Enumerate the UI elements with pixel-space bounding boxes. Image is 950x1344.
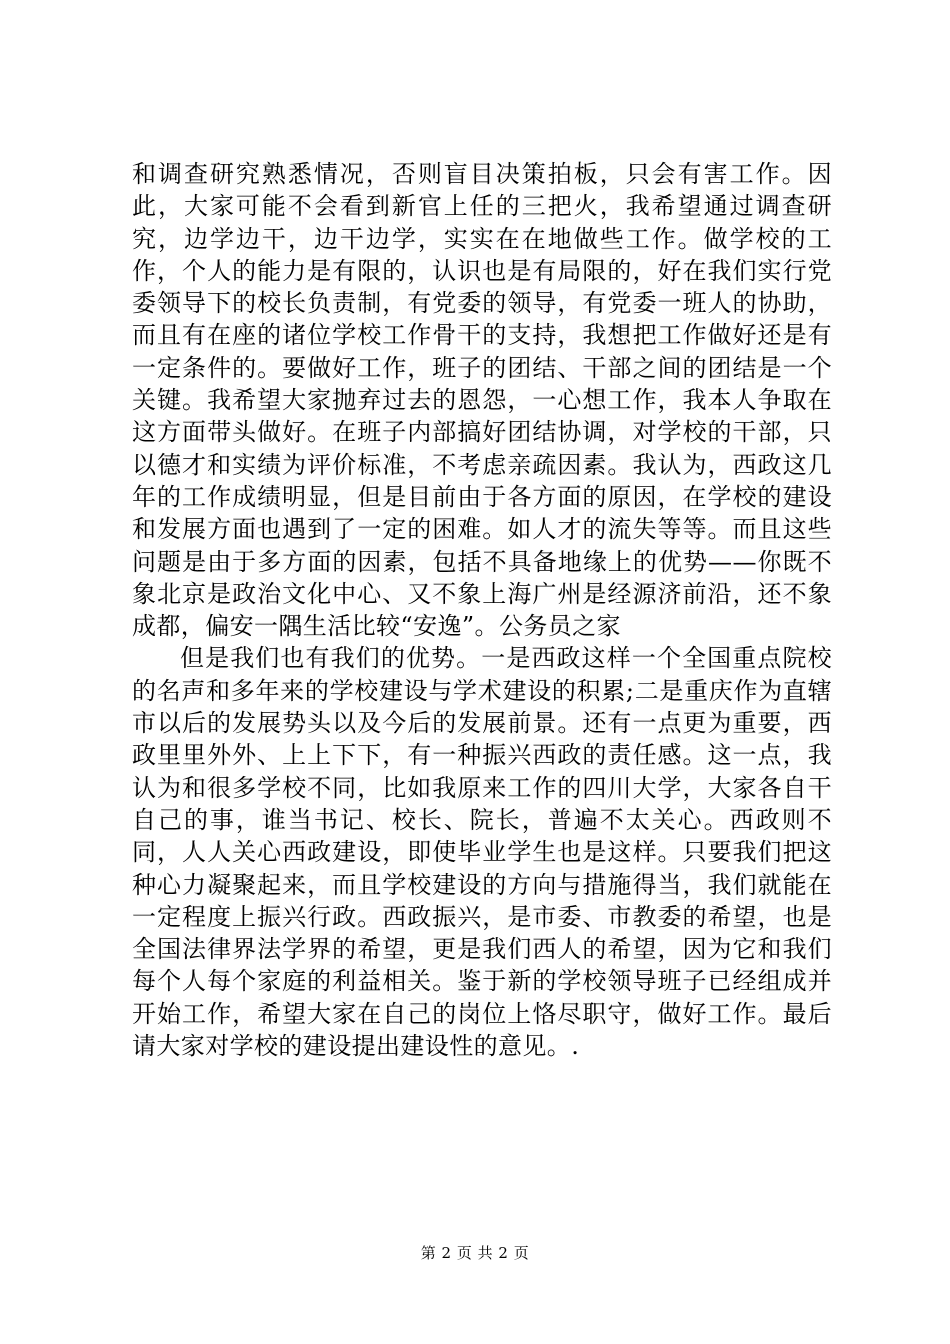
paragraph-2: 但是我们也有我们的优势。一是西政这样一个全国重点院校的名声和多年来的学校建设与学术建设的积累;二是重庆作为直辖市以后的发展势头以及今后的发展前景。还有一点更为重要，西政里里外外、上上下下，有一种振兴西政的责任感。这一点，我认为和很多学校不同，比如我原来工作的四川大学，大家各自干自己的事，谁当书记、校长、院长，普遍不太关心。西政则不同，人人关心西政建设，即使毕业学生也是这样。只要我们把这种心力凝聚起来，而且学校建设的方向与措施得当，我们就能在一定程度上振兴行政。西政振兴，是市委、市教委的希望，也是全国法律界法学界的希望，更是我们西人的希望，因为它和我们每个人每个家庭的利益相关。鉴于新的学校领导班子已经组成并开始工作，希望大家在自己的岗位上恪尽职守，做好工作。最后请大家对学校的建设提出建设性的意见。. (132, 644, 832, 1061)
body-text (132, 158, 832, 1062)
page-footer: 第 2 页 共 2 页 (420, 1244, 530, 1262)
paragraph-1: 和调查研究熟悉情况，否则盲目决策拍板，只会有害工作。因此，大家可能不会看到新官上任的三把火，我希望通过调查研究，边学边干，边干边学，实实在在地做些工作。做学校的工作，个人的能力是有限的，认识也是有局限的，好在我们实行党委领导下的校长负责制，有党委的领导，有党委一班人的协助，而且有在座的诸位学校工作骨干的支持，我想把工作做好还是有一定条件的。要做好工作，班子的团结、干部之间的团结是一个关键。我希望大家抛弃过去的恩怨，一心想工作，我本人争取在这方面带头做好。在班子内部搞好团结协调，对学校的干部，只以德才和实绩为评价标准，不考虑亲疏因素。我认为，西政这几年的工作成绩明显，但是目前由于各方面的原因，在学校的建设和发展方面也遇到了一定的困难。如人才的流失等等。而且这些问题是由于多方面的因素，包括不具备地缘上的优势——你既不象北京是政治文化中心、又不象上海广州是经源济前沿，还不象成都，偏安一隅生活比较“安逸”。公务员之家 (132, 160, 832, 641)
